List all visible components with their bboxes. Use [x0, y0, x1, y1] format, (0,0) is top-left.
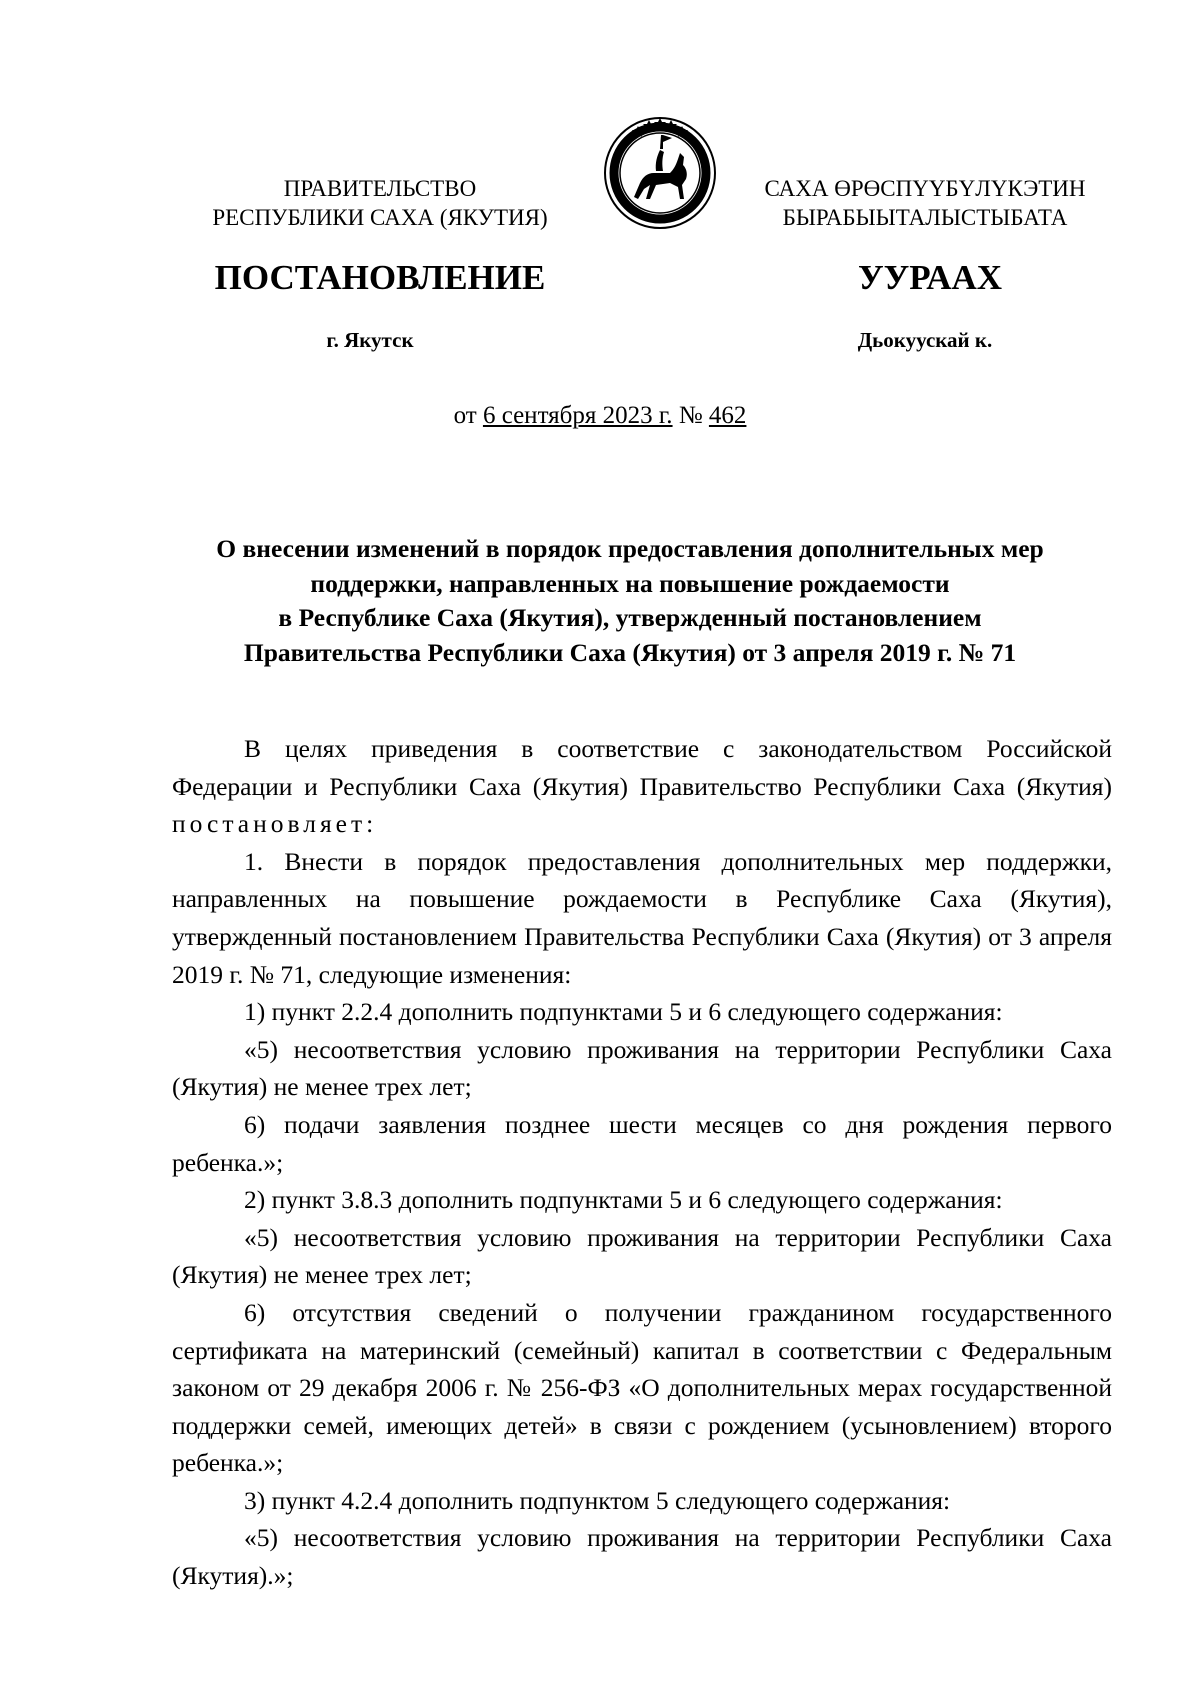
document-number: 462 — [708, 402, 747, 429]
title-line: поддержки, направленных на повышение рождаемости — [310, 568, 950, 598]
body-paragraph: 1. Внести в порядок предоставления дополнительных мер поддержки, направленных на повышение рождаемости в Республике Саха (Якутия), утвержденный постановлением Правительства Республики Саха (Якутия) от 3 апреля 2019 г. № 71, следующие изменения: — [172, 846, 1112, 989]
document-title — [160, 532, 1100, 670]
title-line: Правительства Республики Саха (Якутия) от 3 апреля 2019 г. № 71 — [243, 637, 1017, 667]
government-name-yakut — [740, 174, 1110, 232]
doc-type-russian: ПОСТАНОВЛЕНИЕ — [214, 258, 546, 297]
government-name-russian — [180, 174, 580, 232]
city-yakut: Дьокуускай к. — [857, 328, 993, 352]
number-sign: № — [678, 402, 703, 429]
body-paragraph: «5) несоответствия условию проживания на территории Республики Саха (Якутия).»; — [172, 1523, 1112, 1591]
title-line: О внесении изменений в порядок предоставления дополнительных мер — [216, 534, 1044, 563]
city-russian: г. Якутск — [326, 328, 414, 352]
intro-paragraph — [172, 730, 1112, 843]
intro-verb: постановляет: — [172, 809, 378, 839]
body-paragraph: 1) пункт 2.2.4 дополнить подпунктами 5 и 6 следующего содержания: — [244, 997, 1003, 1027]
body-paragraph: 6) отсутствия сведений о получении гражданином государственного сертификата на материнский (семейный) капитал в соответствии с Федеральным законом от 29 декабря 2006 г. № 256-ФЗ «О дополнительных мерах государственной поддержки семей, имеющих детей» в связи с рождением (усыновлением) второго ребенка.»; — [172, 1297, 1112, 1478]
body-paragraph: 2) пункт 3.8.3 дополнить подпунктами 5 и 6 следующего содержания: — [244, 1185, 1003, 1215]
document-body — [172, 730, 1112, 1595]
org-line: САХА ӨРӨСПҮҮБҮЛҮКЭТИН — [764, 176, 1086, 201]
intro-text: В целях приведения в соответствие с законодательством Российской Федерации и Республики Саха (Якутия) Правительство Республики Саха (Якутия) — [172, 734, 1112, 801]
org-line: БЫРАБЫЫТАЛЫСТЫБАТА — [782, 205, 1068, 230]
body-paragraph: 3) пункт 4.2.4 дополнить подпунктом 5 следующего содержания: — [244, 1485, 951, 1515]
dateline-prefix: от — [453, 402, 477, 429]
body-paragraph: «5) несоответствия условию проживания на территории Республики Саха (Якутия) не менее трех лет; — [172, 1034, 1112, 1102]
body-paragraph: 6) подачи заявления позднее шести месяцев со дня рождения первого ребенка.»; — [172, 1109, 1112, 1177]
doc-type-yakut: УУРААХ — [857, 258, 1003, 297]
org-line: ПРАВИТЕЛЬСТВО — [283, 176, 477, 201]
document-dateline — [0, 402, 1200, 430]
body-paragraph: «5) несоответствия условию проживания на территории Республики Саха (Якутия) не менее трех лет; — [172, 1222, 1112, 1290]
document-date: 6 сентября 2023 г. — [482, 402, 673, 429]
coat-of-arms-icon — [600, 113, 720, 233]
org-line: РЕСПУБЛИКИ САХА (ЯКУТИЯ) — [212, 205, 548, 230]
title-line: в Республике Саха (Якутия), утвержденный постановлением — [278, 603, 982, 632]
